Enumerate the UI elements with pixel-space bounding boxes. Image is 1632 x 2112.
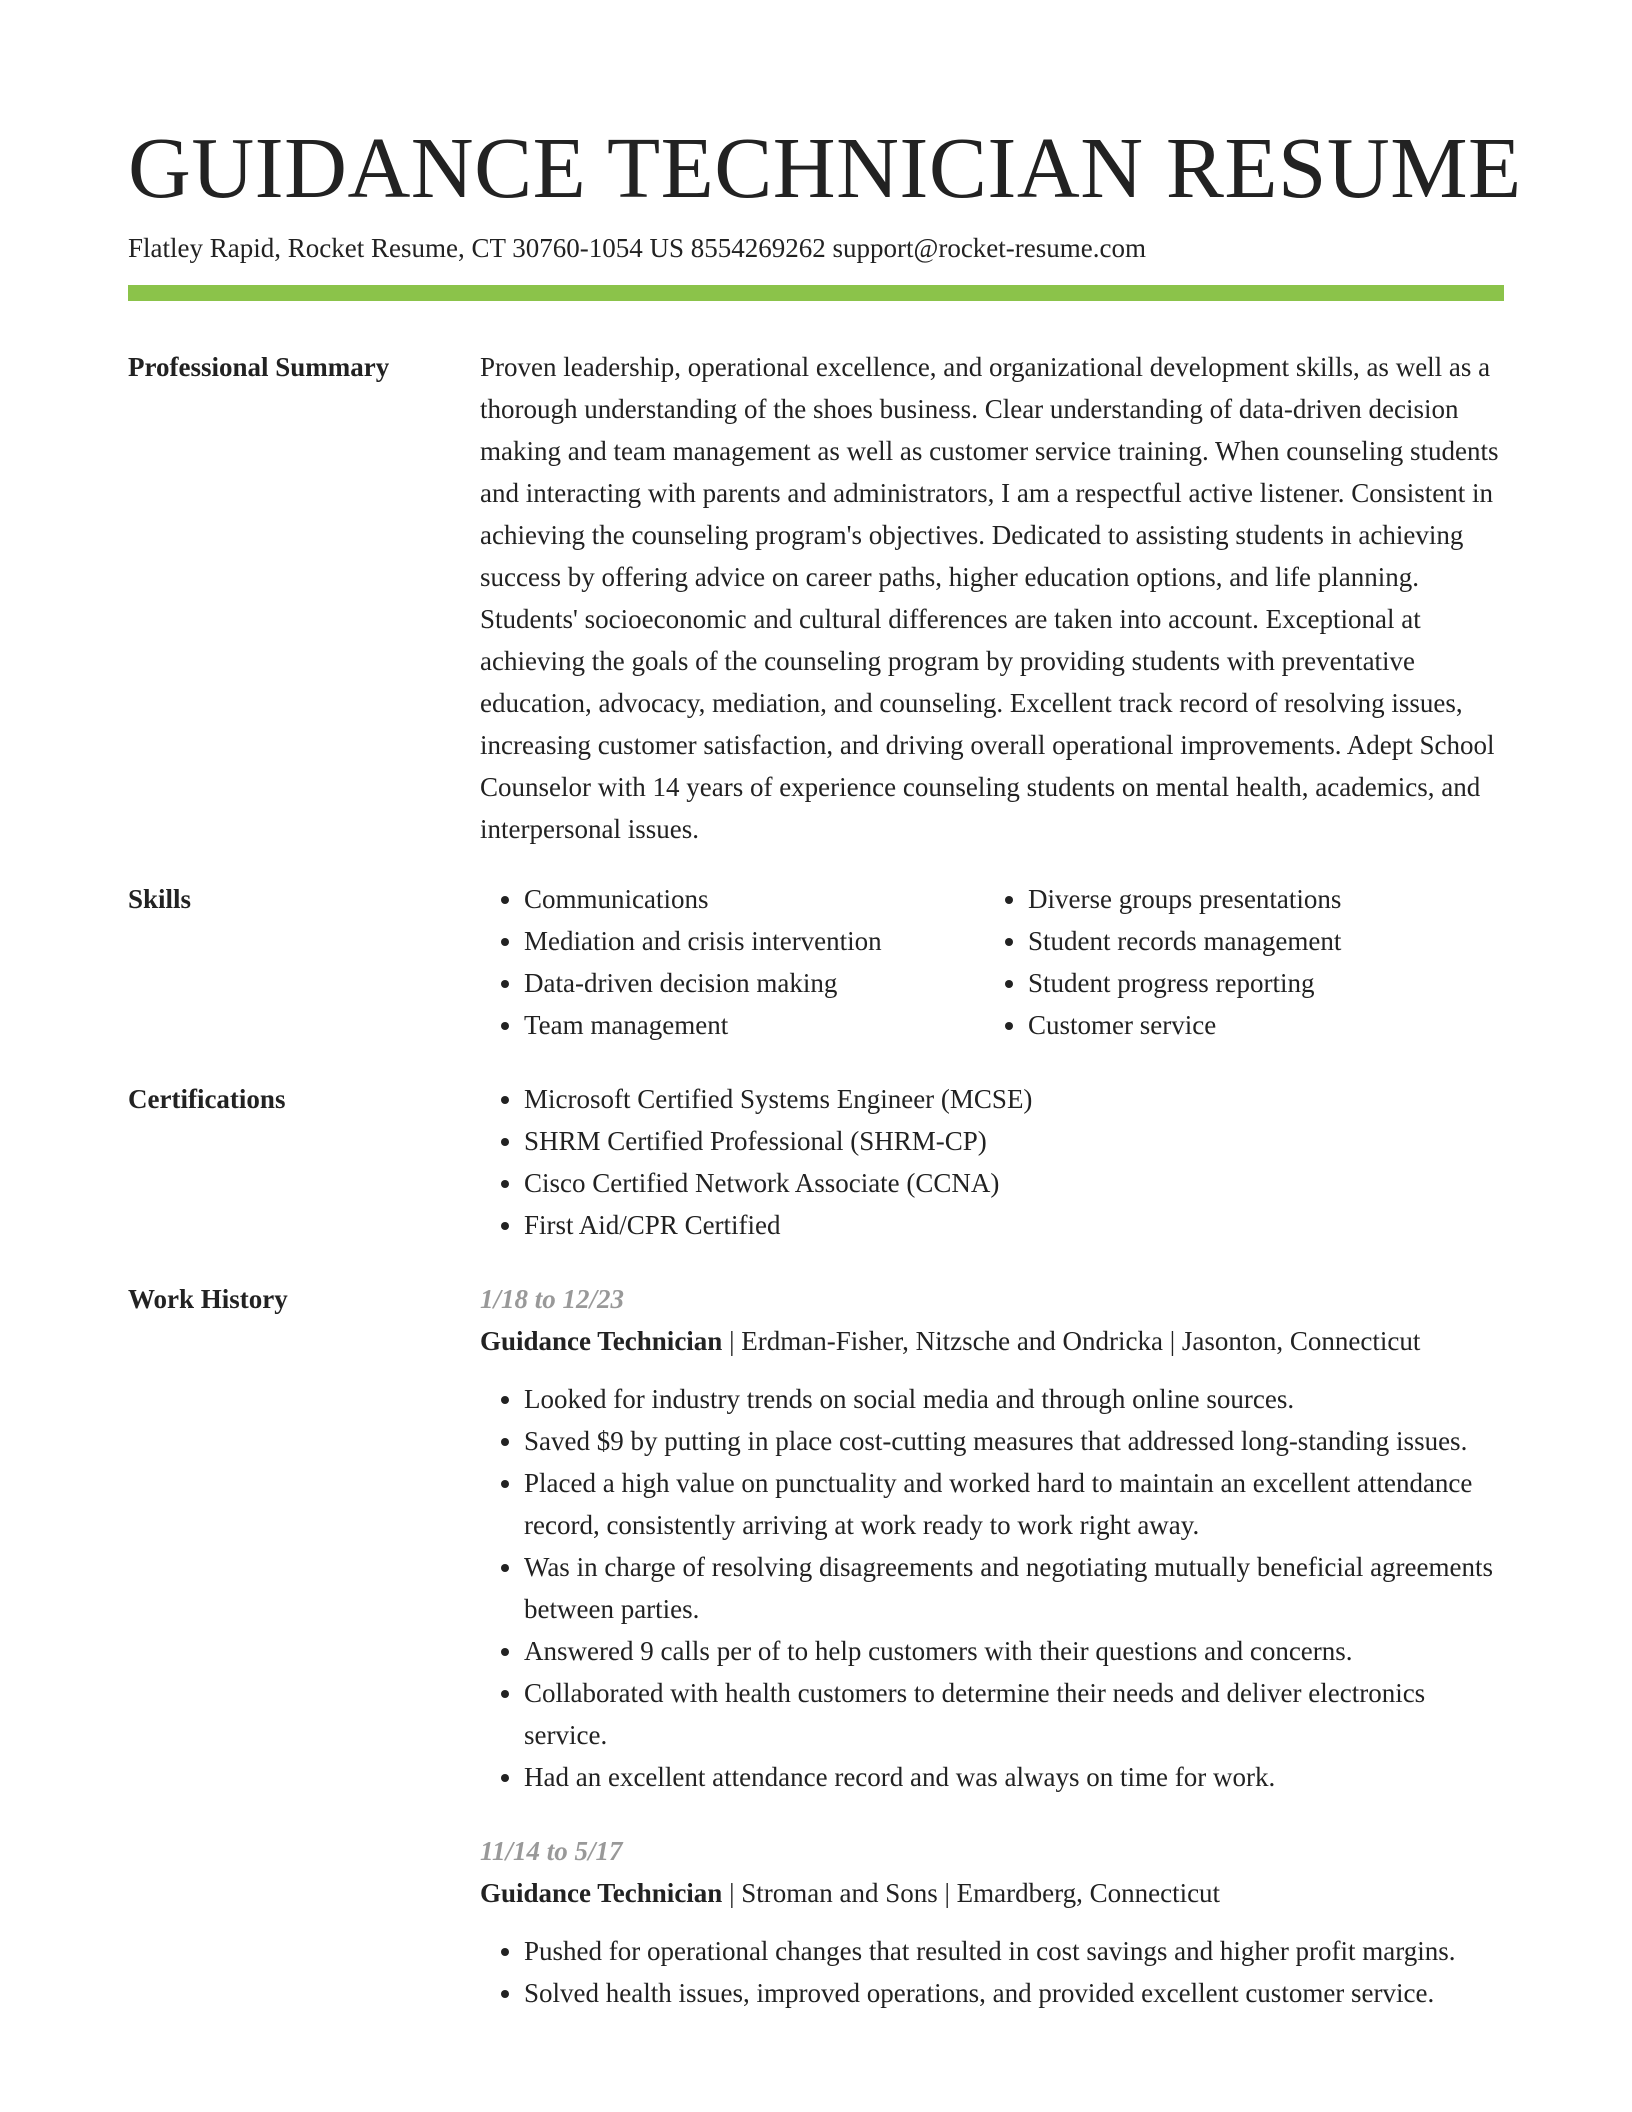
header-divider bbox=[128, 285, 1504, 301]
job-details: | Erdman-Fisher, Nitzsche and Ondricka | Jasonton, Connecticut bbox=[722, 1326, 1421, 1356]
job-entry bbox=[480, 1830, 1504, 2014]
list-item: • Saved $9 by putting in place cost-cutting measures that addressed long-standing issues. bbox=[524, 1420, 1504, 1462]
section-label: Certifications bbox=[128, 1084, 286, 1114]
job-title: Guidance Technician bbox=[480, 1878, 723, 1908]
list-item: • SHRM Certified Professional (SHRM-CP) bbox=[524, 1120, 1504, 1162]
list-item: • Pushed for operational changes that resulted in cost savings and higher profit margins. bbox=[524, 1930, 1504, 1972]
list-item: • Looked for industry trends on social media and through online sources. bbox=[524, 1378, 1504, 1420]
job-title: Guidance Technician bbox=[480, 1326, 723, 1356]
list-item: • Had an excellent attendance record and was always on time for work. bbox=[524, 1756, 1504, 1798]
job-entry bbox=[480, 1278, 1504, 1798]
job-heading bbox=[480, 1872, 1504, 1914]
summary-text: Proven leadership, operational excellence, and organizational development skills, as well as a thorough understanding of the shoes business. Clear understanding of data-driven decision making and team management as well as customer service training. When counseling students and interacting with parents and administrators, I am a respectful active listener. Consistent in achieving the counseling program's objectives. Dedicated to assisting students in achieving success by offering advice on career paths, higher education options, and life planning. Students' socioeconomic and cultural differences are taken into account. Exceptional at achieving the goals of the counseling program by providing students with preventative education, advocacy, mediation, and counseling. Excellent track record of resolving issues, increasing customer satisfaction, and driving overall operational improvements. Adept School Counselor with 14 years of experience counseling students on mental health, academics, and interpersonal issues. bbox=[480, 352, 1499, 844]
list-item: • Placed a high value on punctuality and worked hard to maintain an excellent attendance record, consistently arriving at work ready to work right away. bbox=[524, 1462, 1504, 1546]
section-label: Professional Summary bbox=[128, 352, 390, 382]
job-heading bbox=[480, 1320, 1504, 1362]
list-item: • Data-driven decision making bbox=[524, 962, 984, 1004]
list-item: • Was in charge of resolving disagreements and negotiating mutually beneficial agreements between parties. bbox=[524, 1546, 1504, 1630]
job-bullets bbox=[480, 1378, 1504, 1798]
resume-title: GUIDANCE TECHNICIAN RESUME bbox=[128, 119, 1522, 216]
job-details: | Stroman and Sons | Emardberg, Connecticut bbox=[722, 1878, 1221, 1908]
job-bullets bbox=[480, 1930, 1504, 2014]
section-label: Work History bbox=[128, 1284, 288, 1314]
list-item: • Solved health issues, improved operations, and provided excellent customer service. bbox=[524, 1972, 1504, 2014]
list-item: • Customer service bbox=[1028, 1004, 1488, 1046]
list-item: • Cisco Certified Network Associate (CCNA) bbox=[524, 1162, 1504, 1204]
list-item: • Team management bbox=[524, 1004, 984, 1046]
list-item: • Student records management bbox=[1028, 920, 1488, 962]
job-dates: 1/18 to 12/23 bbox=[480, 1284, 625, 1314]
list-item: • Answered 9 calls per of to help customers with their questions and concerns. bbox=[524, 1630, 1504, 1672]
list-item: • Communications bbox=[524, 878, 984, 920]
list-item: • Student progress reporting bbox=[1028, 962, 1488, 1004]
list-item: • Collaborated with health customers to determine their needs and deliver electronics service. bbox=[524, 1672, 1504, 1756]
skills-list-right bbox=[984, 878, 1488, 1046]
certifications-list bbox=[480, 1078, 1504, 1246]
section-label: Skills bbox=[128, 884, 192, 914]
list-item: • Mediation and crisis intervention bbox=[524, 920, 984, 962]
job-dates: 11/14 to 5/17 bbox=[480, 1836, 623, 1866]
list-item: • First Aid/CPR Certified bbox=[524, 1204, 1504, 1246]
skills-list-left bbox=[480, 878, 984, 1046]
list-item: • Microsoft Certified Systems Engineer (MCSE) bbox=[524, 1078, 1504, 1120]
contact-line: Flatley Rapid, Rocket Resume, CT 30760-1054 US 8554269262 support@rocket-resume.com bbox=[128, 233, 1146, 263]
list-item: • Diverse groups presentations bbox=[1028, 878, 1488, 920]
